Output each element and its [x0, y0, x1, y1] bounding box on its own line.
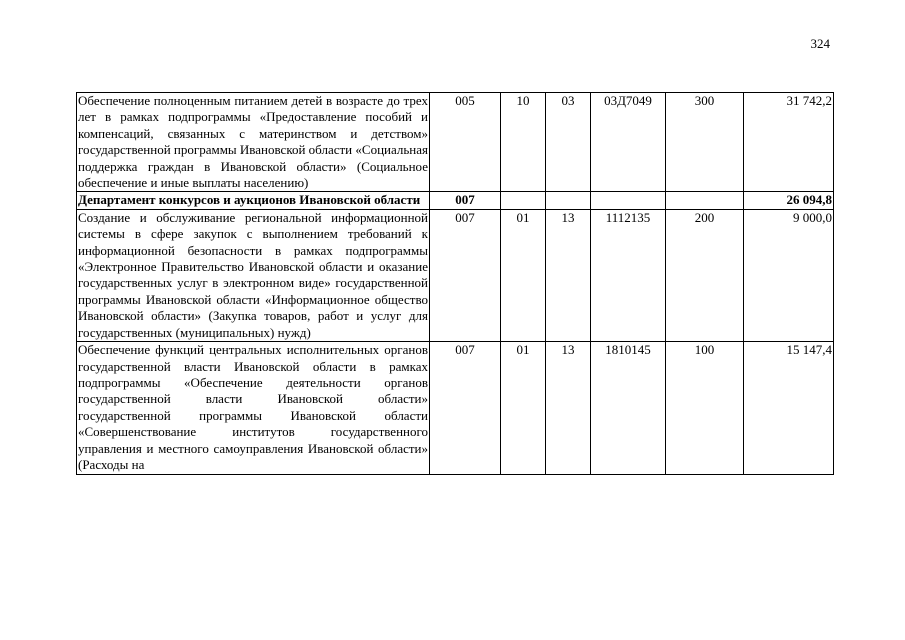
razdel-cell: 01: [501, 209, 546, 341]
row-name-cell: Создание и обслуживание региональной информационной системы в сфере закупок с выполнением требований к информационной безопасности в рамках подпрограммы «Электронное Правительство Ивановской области и оказание государственных услуг в электронном виде» государственной программы Ивановской области «Информационное общество Ивановской области» (Закупка товаров, работ и услуг для государственных (муниципальных) нужд): [78, 209, 428, 340]
podrazdel-cell: 13: [546, 209, 591, 341]
table-row: [77, 342, 834, 475]
target-article-cell: 03Д7049: [591, 93, 666, 192]
table-row: [77, 192, 834, 209]
razdel-cell: 01: [501, 342, 546, 475]
row-name-text: Обеспечение функций центральных исполнительных органов государственной власти Ивановской области в рамках подпрограммы «Обеспечение деятельности органов государственной власти Ивановской области» государственной программы Ивановской области «Совершенствование институтов государственного управления и местного самоуправления Ивановской области» (Расходы на: [78, 342, 428, 472]
budget-table: [76, 92, 834, 475]
table-row: [77, 209, 834, 341]
expense-type-cell: 300: [666, 93, 744, 192]
expense-type-cell: [666, 192, 744, 209]
target-article-cell: 1810145: [591, 342, 666, 475]
podrazdel-cell: 13: [546, 342, 591, 475]
amount-cell: 26 094,8: [744, 192, 834, 209]
razdel-cell: [501, 192, 546, 209]
podrazdel-cell: [546, 192, 591, 209]
ved-cell: 007: [430, 192, 501, 209]
ved-cell: 005: [430, 93, 501, 192]
row-name-cell: [77, 342, 430, 475]
page-number: 324: [810, 36, 830, 51]
ved-cell: 007: [430, 209, 501, 341]
razdel-cell: 10: [501, 93, 546, 192]
podrazdel-cell: 03: [546, 93, 591, 192]
amount-cell: 31 742,2: [744, 93, 834, 192]
row-name-cell: Обеспечение полноценным питанием детей в возрасте до трех лет в рамках подпрограммы «Предоставление пособий и компенсаций, связанных с материнством и детством» государственной программы Ивановской области «Социальная поддержка граждан в Ивановской области» (Социальное обеспечение и иные выплаты населению): [78, 93, 428, 191]
target-article-cell: 1112135: [591, 209, 666, 341]
table-row: [77, 93, 834, 192]
expense-type-cell: 200: [666, 209, 744, 341]
amount-cell: 9 000,0: [744, 209, 834, 341]
target-article-cell: [591, 192, 666, 209]
amount-cell: 15 147,4: [744, 342, 834, 475]
expense-type-cell: 100: [666, 342, 744, 475]
row-name-cell: Департамент конкурсов и аукционов Ивановской области: [77, 192, 430, 209]
ved-cell: 007: [430, 342, 501, 475]
